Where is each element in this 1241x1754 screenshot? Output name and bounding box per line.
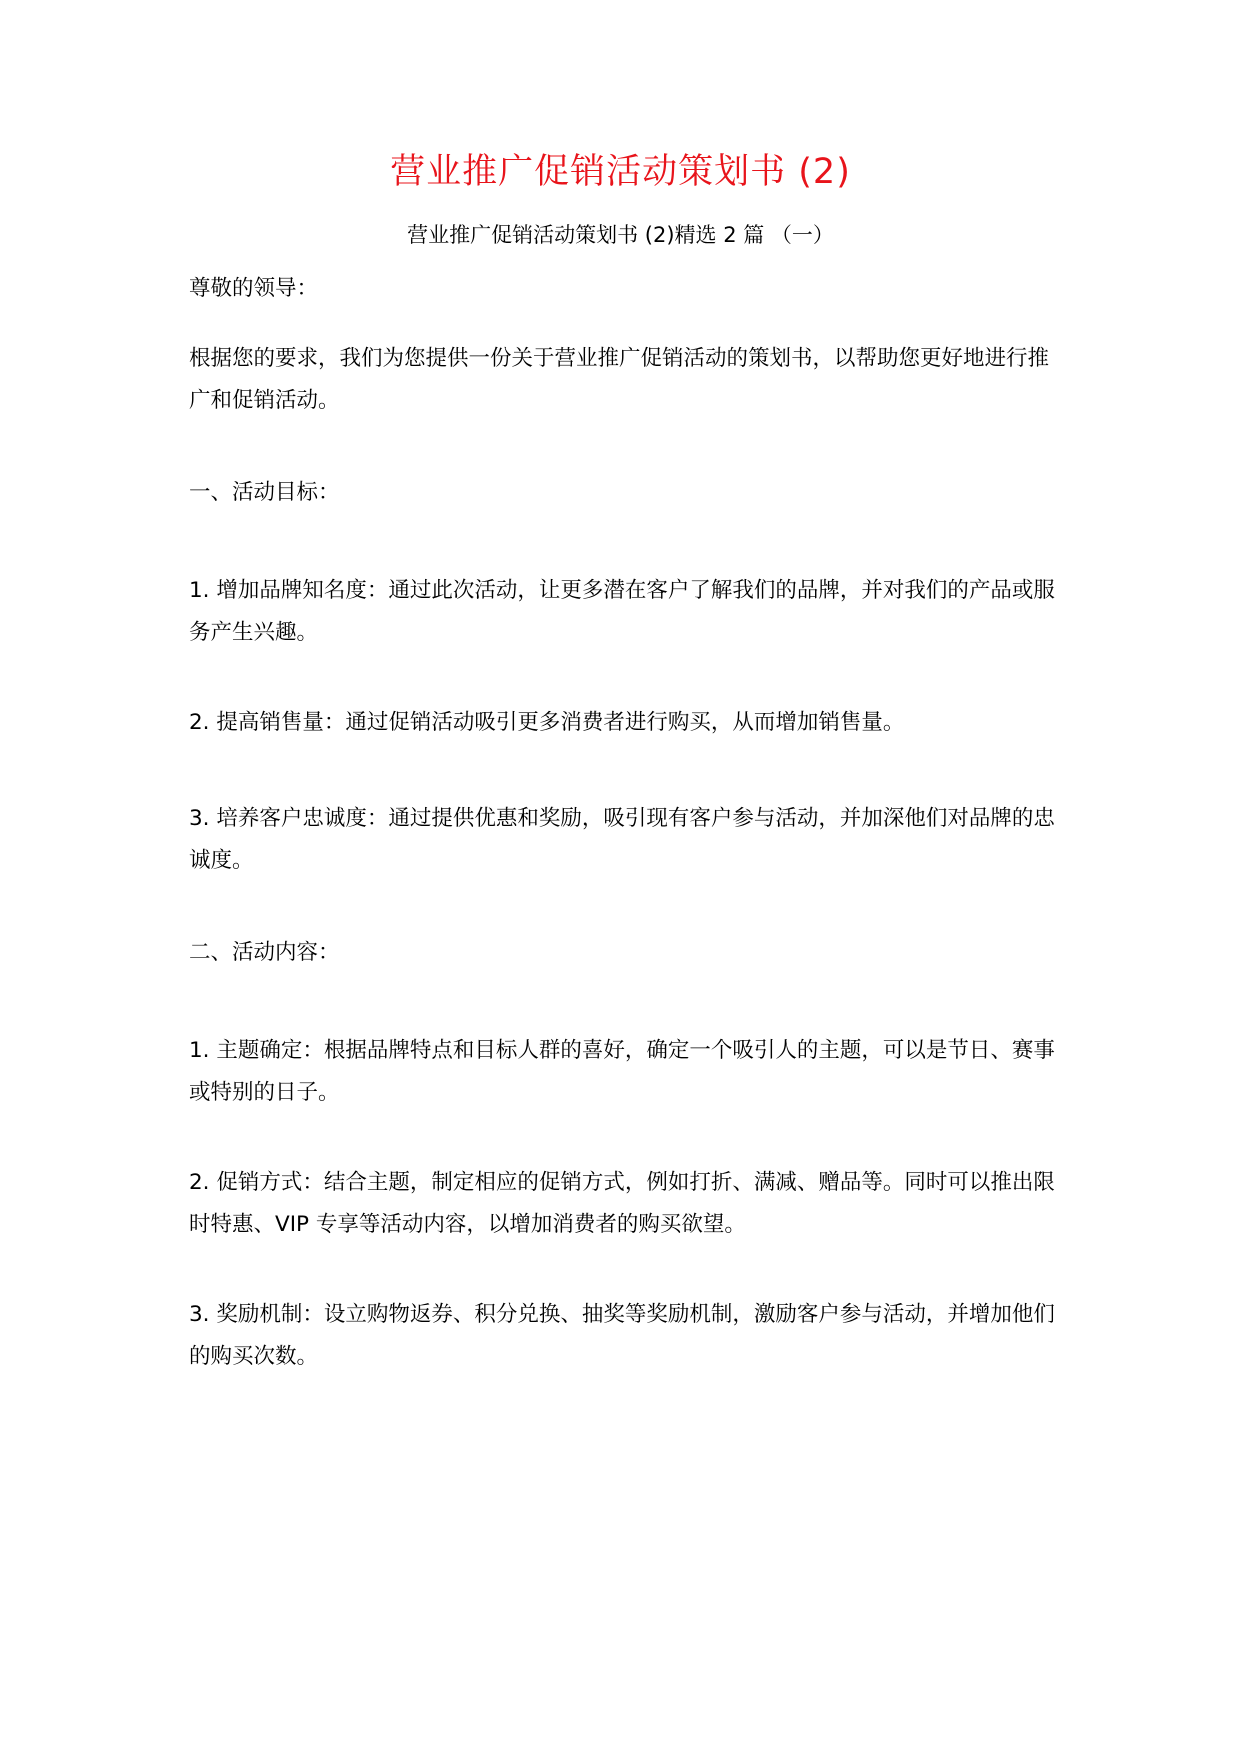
goal-item: 1. 增加品牌知名度：通过此次活动，让更多潜在客户了解我们的品牌，并对我们的产品或服务产生兴趣。 (189, 578, 1055, 645)
section-heading-goals: 一、活动目标： (189, 480, 340, 505)
content-item: 1. 主题确定：根据品牌特点和目标人群的喜好，确定一个吸引人的主题，可以是节日、赛事或特别的日子。 (189, 1038, 1055, 1105)
document-title: 营业推广促销活动策划书 (2) (390, 152, 851, 192)
content-item: 3. 奖励机制：设立购物返券、积分兑换、抽奖等奖励机制，激励客户参与活动，并增加他们的购买次数。 (189, 1302, 1055, 1369)
goal-item: 3. 培养客户忠诚度：通过提供优惠和奖励，吸引现有客户参与活动，并加深他们对品牌的忠诚度。 (189, 806, 1055, 873)
greeting: 尊敬的领导： (189, 276, 319, 301)
intro-paragraph: 根据您的要求，我们为您提供一份关于营业推广促销活动的策划书，以帮助您更好地进行推广和促销活动。 (189, 346, 1050, 413)
goal-item: 2. 提高销售量：通过促销活动吸引更多消费者进行购买，从而增加销售量。 (189, 710, 905, 735)
section-heading-content: 二、活动内容： (189, 940, 340, 965)
content-item: 2. 促销方式：结合主题，制定相应的促销方式，例如打折、满减、赠品等。同时可以推出限时特惠、VIP 专享等活动内容，以增加消费者的购买欲望。 (189, 1170, 1055, 1237)
document-subtitle: 营业推广促销活动策划书 (2)精选 2 篇 （一） (407, 223, 834, 247)
